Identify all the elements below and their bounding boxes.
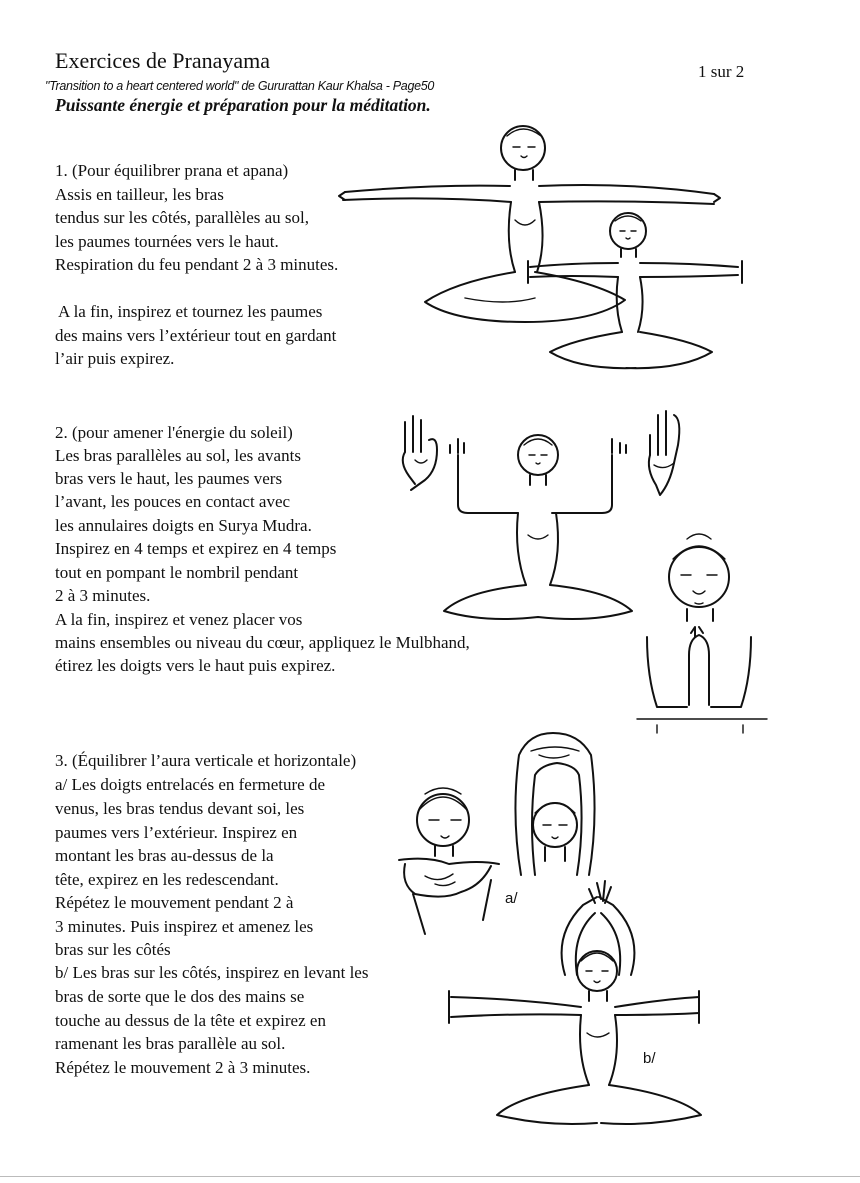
text-line: les paumes tournées vers le haut. bbox=[55, 232, 279, 251]
text-line: tête, expirez en les redescendant. bbox=[55, 870, 279, 889]
text-line: venus, les bras tendus devant soi, les bbox=[55, 799, 305, 818]
text-line: les annulaires doigts en Surya Mudra. bbox=[55, 516, 312, 535]
text-line: tendus sur les côtés, parallèles au sol, bbox=[55, 208, 309, 227]
text-line: touche au dessus de la tête et expirez en bbox=[55, 1011, 326, 1030]
text-line: bras vers le haut, les paumes vers bbox=[55, 469, 283, 488]
text-line: b/ Les bras sur les côtés, inspirez en levant les bbox=[55, 963, 369, 982]
arms-overhead-figure-icon bbox=[505, 725, 605, 885]
label-a: a/ bbox=[505, 890, 518, 907]
page-subtitle: Puissante énergie et préparation pour la méditation. bbox=[55, 95, 431, 115]
text-line: ramenant les bras parallèle au sol. bbox=[55, 1034, 286, 1053]
text-line: des mains vers l’extérieur tout en gardant bbox=[55, 326, 337, 345]
text-line: l’avant, les pouces en contact avec bbox=[55, 492, 291, 511]
arms-raised-seated-figure-icon bbox=[445, 875, 705, 1130]
surya-mudra-seated-figure-icon bbox=[440, 425, 640, 625]
seated-yoga-figure-small-icon bbox=[520, 205, 750, 375]
text-line: 3. (Équilibrer l’aura verticale et horizontale) bbox=[55, 751, 357, 770]
text-line: 3 minutes. Puis inspirez et amenez les bbox=[55, 917, 314, 936]
surya-mudra-hand-right-icon bbox=[640, 405, 690, 500]
text-line: 1. (Pour équilibrer prana et apana) bbox=[55, 161, 289, 180]
source-citation: "Transition to a heart centered world" de Gururattan Kaur Khalsa - Page50 bbox=[45, 79, 435, 93]
text-line: Inspirez en 4 temps et expirez en 4 temps bbox=[55, 539, 337, 558]
text-line: étirez les doigts vers le haut puis expirez. bbox=[55, 656, 336, 675]
text-line: Respiration du feu pendant 2 à 3 minutes. bbox=[55, 255, 339, 274]
text-line: 2. (pour amener l'énergie du soleil) bbox=[55, 423, 293, 442]
text-line: l’air puis expirez. bbox=[55, 349, 175, 368]
divider bbox=[0, 1176, 860, 1177]
page-indicator: 1 sur 2 bbox=[698, 62, 745, 81]
text-line: mains ensembles ou niveau du cœur, appliquez le Mulbhand, bbox=[55, 633, 470, 652]
text-line: Répétez le mouvement pendant 2 à bbox=[55, 893, 294, 912]
text-line: a/ Les doigts entrelacés en fermeture de bbox=[55, 775, 325, 794]
text-line: tout en pompant le nombril pendant bbox=[55, 563, 299, 582]
label-b: b/ bbox=[643, 1050, 656, 1067]
surya-mudra-hand-icon bbox=[393, 410, 443, 500]
text-line: A la fin, inspirez et tournez les paumes bbox=[58, 302, 323, 321]
text-line: bras de sorte que le dos des mains se bbox=[55, 987, 305, 1006]
text-line: paumes vers l’extérieur. Inspirez en bbox=[55, 823, 298, 842]
text-line: Assis en tailleur, les bras bbox=[55, 185, 224, 204]
text-line: A la fin, inspirez et venez placer vos bbox=[55, 610, 303, 629]
text-line: Répétez le mouvement 2 à 3 minutes. bbox=[55, 1058, 311, 1077]
page-title: Exercices de Pranayama bbox=[55, 48, 270, 73]
text-line: montant les bras au-dessus de la bbox=[55, 846, 274, 865]
text-line: Les bras parallèles au sol, les avants bbox=[55, 446, 301, 465]
text-line: bras sur les côtés bbox=[55, 940, 171, 959]
prayer-hands-figure-icon bbox=[637, 525, 767, 740]
text-line: 2 à 3 minutes. bbox=[55, 586, 151, 605]
